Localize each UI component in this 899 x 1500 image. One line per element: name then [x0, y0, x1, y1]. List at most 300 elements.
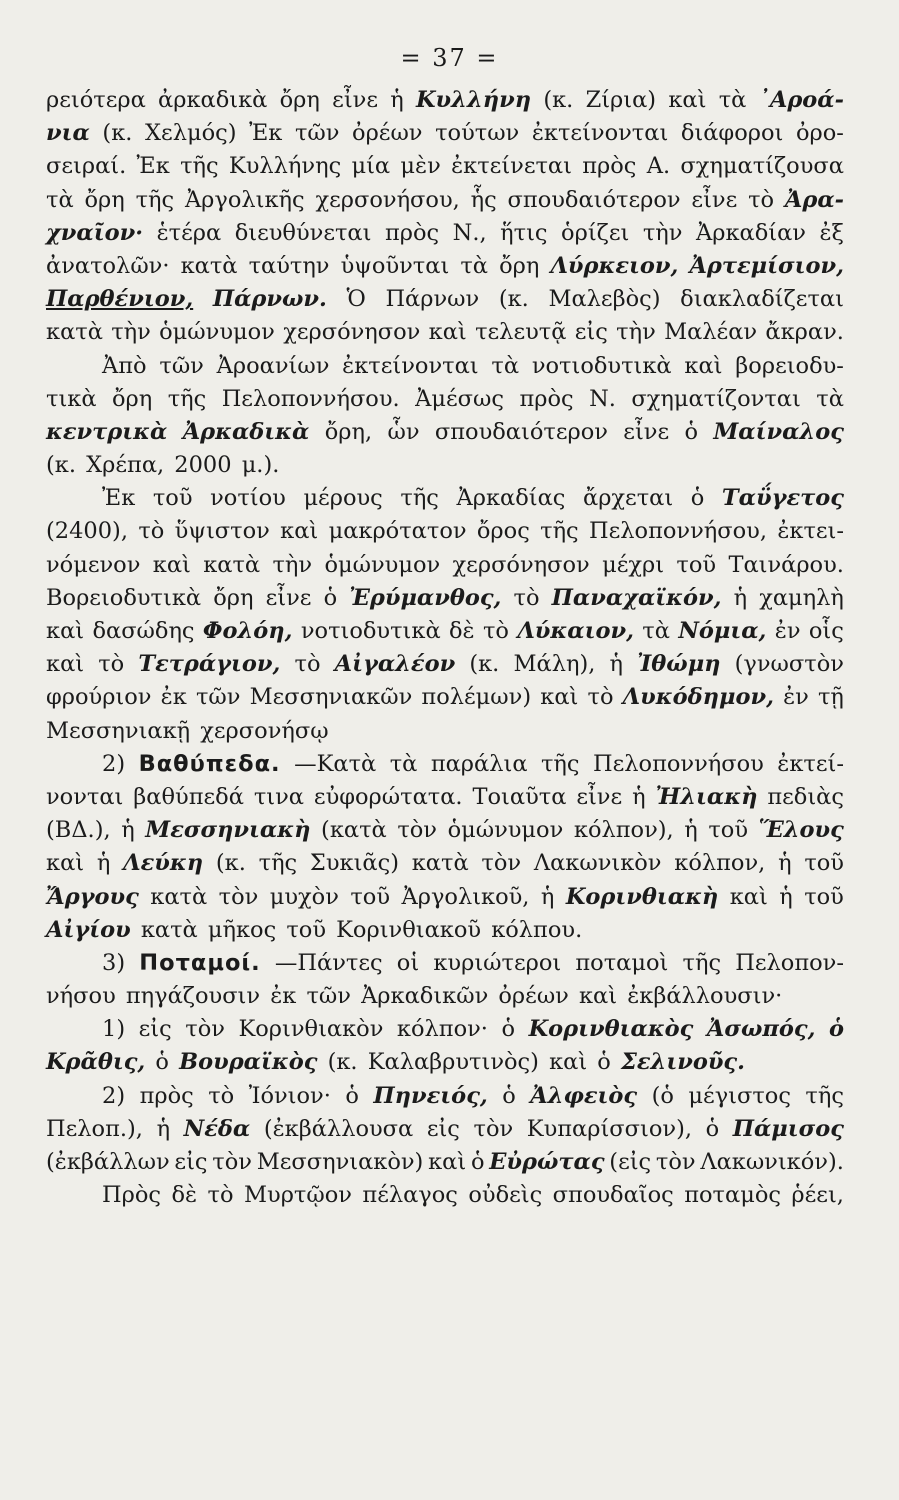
word: τὸ	[138, 518, 165, 545]
word: Πάρνων	[385, 286, 480, 313]
word: καὶ	[152, 551, 191, 578]
word: ρειότερα	[46, 87, 146, 113]
emphasized-word: Κορινθιακὴ	[565, 883, 719, 910]
word: τὸν	[212, 1149, 252, 1175]
text-line	[46, 515, 844, 548]
word: καὶ	[729, 883, 768, 910]
word: ὄρη	[499, 252, 540, 279]
word: μέγιστος	[688, 1082, 791, 1109]
word: ἐκτείνεται	[451, 153, 572, 180]
word: ὁ	[470, 1149, 485, 1175]
word: σπουδαῖος	[552, 1182, 674, 1209]
word: (γνωστὸν	[734, 651, 844, 678]
word: σπουδαιότερον	[507, 186, 681, 213]
word: καὶ	[46, 850, 85, 877]
word: τὰ	[718, 87, 747, 113]
word: (κατὰ	[321, 817, 387, 844]
word: τὸ	[513, 584, 540, 611]
word: δὲ	[449, 618, 475, 644]
word: μέχρι	[602, 551, 665, 578]
word: βαθύπεδά	[133, 783, 244, 810]
text-line	[46, 350, 844, 383]
word: κατὰ	[46, 319, 103, 346]
word: 2)	[102, 750, 126, 777]
word: καὶ	[549, 1049, 588, 1076]
word: Ἐκ	[136, 153, 170, 180]
emphasized-word: Ἀρκαδικὰ	[182, 418, 310, 445]
text-line	[46, 1080, 844, 1113]
word: μ.).	[241, 452, 280, 479]
word: τῇ	[817, 684, 844, 711]
text-line	[46, 781, 844, 814]
emphasized-word: Νέδα	[183, 1115, 251, 1142]
word: κατὰ	[203, 551, 261, 578]
word: Ἐκ	[102, 485, 136, 512]
word: τοῦ	[286, 916, 326, 943]
word: τῆς	[135, 186, 175, 213]
word: κόλπου.	[491, 916, 583, 943]
emphasized-word: Σελινοῦς.	[620, 1049, 745, 1076]
word: τῆς	[540, 518, 579, 545]
text-line	[46, 881, 844, 914]
word: κόλπον,	[674, 850, 766, 877]
word: ἡ	[96, 850, 111, 877]
word: εἰς	[574, 319, 608, 346]
word: ἄρχεται	[583, 485, 674, 512]
word: Ἀρκαδίας	[456, 485, 566, 512]
emphasized-word: Κυλλήνη	[416, 87, 532, 113]
word: Μαλέαν	[664, 319, 758, 346]
emphasized-word: Αἰγίου	[46, 916, 131, 943]
word: ὄρη	[111, 385, 153, 412]
word: οἷς	[808, 618, 844, 644]
word: πρὸς	[519, 385, 574, 412]
text-line	[46, 383, 844, 416]
word: Κορινθιακὸν	[238, 1016, 384, 1043]
word: νοτίου	[210, 485, 286, 512]
word: ὁ	[345, 1082, 359, 1109]
text-line	[46, 1046, 844, 1079]
word: εἰς	[426, 1115, 460, 1142]
text-line	[46, 449, 844, 482]
word: Λακωνικὸν	[533, 850, 662, 877]
word: ἐν	[774, 618, 801, 644]
word: Α.	[646, 153, 671, 180]
text-line	[46, 1113, 844, 1146]
word: ὀρο-	[795, 120, 844, 147]
text-line	[46, 117, 844, 150]
word: Τοιαῦτα	[472, 783, 567, 810]
word: ποταμὸς	[684, 1182, 781, 1209]
word: Ἀρκαδικῶν	[361, 983, 489, 1010]
word: τοῦ	[804, 850, 844, 877]
word: διευθύνεται	[234, 219, 372, 246]
word: ἐκβάλλουσιν·	[627, 983, 783, 1010]
word: 1)	[102, 1016, 126, 1043]
word: τῶν	[195, 684, 241, 711]
word: τῆς	[180, 153, 219, 180]
word: Καλαβρυτινὸς)	[367, 1049, 539, 1076]
word: ἐξ	[819, 219, 844, 246]
word: τούτων	[435, 120, 520, 147]
word: ἡ	[733, 584, 748, 611]
word: εἰς	[174, 1149, 208, 1175]
word: Μάλη),	[513, 651, 596, 678]
text-line	[46, 184, 844, 217]
word: ἀνατολῶν·	[46, 252, 170, 279]
word: τὸν	[218, 883, 259, 910]
page-number: = 37 =	[400, 44, 499, 72]
word: εἶνε	[691, 186, 738, 213]
word: ὀρέων	[352, 120, 423, 147]
word: Κυλλήνης	[228, 153, 342, 180]
text-line	[46, 316, 844, 349]
word: ὀρέων	[498, 983, 569, 1010]
text-line	[46, 1146, 844, 1179]
word: ἡ	[390, 87, 404, 113]
word: Ν.,	[452, 219, 487, 246]
word: τὰ	[389, 750, 418, 777]
word: 3)	[102, 949, 126, 976]
word: καὶ	[46, 618, 85, 644]
word: ὁμώνυμον	[447, 817, 564, 844]
word: χερσονήσου,	[315, 186, 460, 213]
word: εἰς	[138, 1016, 172, 1043]
text-line	[46, 947, 844, 980]
word: Μαλεβὸς)	[548, 286, 661, 313]
word: τὰ	[642, 618, 670, 644]
emphasized-word: Ἀσωπός,	[706, 1016, 816, 1043]
word: Μεσσηνιακῶν	[249, 684, 413, 711]
word: Ἀπὸ	[102, 352, 147, 379]
word: Ἀμέσως	[415, 385, 504, 412]
word: ἡ	[779, 883, 793, 910]
emphasized-word: Ἕλους	[758, 817, 844, 844]
word: τὸν	[185, 1016, 225, 1043]
word: Ἰόνιον·	[248, 1082, 331, 1109]
word: ῥέει,	[791, 1182, 844, 1209]
word: τοῦ	[708, 817, 748, 844]
emphasized-word: Ἀρα-	[784, 186, 844, 213]
word: ἐκ	[160, 684, 187, 711]
word: οἱ	[396, 949, 420, 976]
text-line	[46, 150, 844, 183]
word: τοῦ	[804, 883, 844, 910]
word: Λακωνικόν).	[700, 1149, 844, 1175]
word: παράλια	[430, 750, 528, 777]
emphasized-word: Βουραϊκὸς	[179, 1049, 318, 1076]
word: τὸ	[748, 186, 775, 213]
word: μέρους	[303, 485, 383, 512]
word: Ν.	[589, 385, 616, 412]
word: ἡ	[684, 817, 698, 844]
word: Πελοποννήσου.	[221, 385, 400, 412]
emphasized-word: Παναχαϊκόν,	[551, 584, 722, 611]
word: (κ.	[102, 120, 133, 147]
word: τὸν	[655, 1149, 696, 1175]
emphasized-word: Λύκαιον,	[517, 618, 634, 644]
text-line	[46, 1179, 844, 1212]
emphasized-word: Μεσσηνιακὴ	[145, 817, 311, 844]
word: Ὁ	[346, 286, 366, 313]
word: κόλπον),	[573, 817, 674, 844]
word: ὄρη	[213, 584, 254, 611]
word: τῆς	[167, 385, 207, 412]
word: νοτιοδυτικὰ	[531, 352, 672, 379]
word: ἄκραν.	[765, 319, 844, 346]
word: κατὰ	[411, 850, 469, 877]
emphasized-word: Ἀλφειὸς	[530, 1082, 638, 1109]
emphasized-word: Κορινθιακὸς	[528, 1016, 694, 1043]
word: (ὁ	[651, 1082, 674, 1109]
word: ὄρη	[279, 87, 320, 113]
word: Πελοπον-	[735, 949, 844, 976]
word: ἥτις	[500, 219, 548, 246]
word: τὰ	[816, 385, 844, 412]
word: χερσονήσῳ	[200, 717, 329, 744]
word: πρὸς	[582, 153, 637, 180]
word: Ταινάρου.	[728, 551, 844, 578]
word: ὁ	[705, 1115, 720, 1142]
text-line	[46, 914, 844, 947]
word: ἑτέρα	[156, 219, 222, 246]
emphasized-word: Ταΰγετος	[721, 485, 844, 512]
emphasized-word: Ἐρύμανθος,	[349, 584, 502, 611]
word: καὶ	[540, 684, 579, 711]
word: τὴν	[616, 319, 656, 346]
word: τὸν	[481, 850, 522, 877]
word: κατὰ	[180, 252, 238, 279]
text-line	[46, 217, 844, 250]
word: τὰ	[491, 352, 520, 379]
word: τὴν	[111, 319, 151, 346]
word: δασώδης	[92, 618, 195, 644]
word: νονται	[46, 783, 124, 810]
word: Χρέπα,	[86, 452, 165, 479]
word: πηγάζουσιν	[125, 983, 261, 1010]
text-line	[46, 549, 844, 582]
word: τικὰ	[46, 385, 97, 412]
word: τῆς	[682, 949, 722, 976]
word: καὶ	[46, 651, 85, 678]
word: μυχὸν	[269, 883, 339, 910]
word: Πελοποννήσου	[592, 750, 764, 777]
word: κατὰ	[140, 916, 198, 943]
word: 2)	[102, 1082, 126, 1109]
word: ἡ	[540, 883, 555, 910]
word: ἡ	[156, 1115, 171, 1142]
word: σχηματίζονται	[631, 385, 801, 412]
text-line	[46, 648, 844, 681]
word: (κ.	[469, 651, 500, 678]
text-line	[46, 980, 844, 1013]
emphasized-word: Πάμισος	[732, 1115, 844, 1142]
word: (ἐκβάλλουσα	[263, 1115, 414, 1142]
emphasized-word: Παρθένιον,	[46, 286, 194, 313]
word: τοῦ	[152, 485, 193, 512]
emphasized-word: Φολόη,	[202, 618, 293, 644]
word: κυριώτεροι	[433, 949, 562, 976]
word: τὸ	[587, 684, 614, 711]
word: δὲ	[171, 1182, 198, 1209]
word: Ἀργολικῆς	[184, 186, 305, 213]
word: εἶνε	[332, 87, 378, 113]
word: κόλπον·	[396, 1016, 488, 1043]
word: ἡ	[632, 783, 646, 810]
word: πρὸς	[139, 1082, 194, 1109]
word: (κ.	[46, 452, 76, 479]
word: Πελοποννήσου,	[588, 518, 767, 545]
text-line	[46, 250, 844, 283]
word: τὴν	[272, 551, 313, 578]
word: (ΒΔ.),	[46, 817, 111, 844]
word: τῆς	[540, 750, 580, 777]
word: καὶ	[428, 319, 467, 346]
word: πρὸς	[384, 219, 440, 246]
word: —Πάντες	[274, 949, 383, 976]
emphasized-word: Λυκόδημον,	[622, 684, 774, 711]
word: Μυρτῷον	[243, 1182, 352, 1209]
emphasized-word: Ἄργους	[46, 883, 139, 910]
emphasized-word: Νόμια,	[678, 618, 767, 644]
word: Συκιᾶς)	[309, 850, 399, 877]
word: ὁρίζει	[561, 219, 630, 246]
word: τὰ	[460, 252, 489, 279]
section-heading-word: Ποταμοί.	[139, 949, 261, 976]
text-line	[46, 416, 844, 449]
word: ὄρη,	[324, 418, 373, 445]
word: ὁ	[501, 1016, 516, 1043]
word: καὶ	[578, 983, 618, 1010]
word: Χελμός)	[145, 120, 237, 147]
text-line	[46, 748, 844, 781]
word: (κ.	[327, 1049, 358, 1076]
word: Πελοπ.),	[46, 1115, 143, 1142]
word: Ἀρκαδίαν	[695, 219, 806, 246]
word: Βορειοδυτικὰ	[46, 584, 202, 611]
text-line	[46, 582, 844, 615]
emphasized-word: ὁ	[828, 1016, 844, 1043]
word: εὐφορώτατα.	[313, 783, 463, 810]
word: Μεσσηνιακὸν)	[256, 1149, 424, 1175]
word: ὁ	[323, 584, 338, 611]
word: Ἐκ	[249, 120, 283, 147]
word: (2400),	[46, 518, 128, 545]
word: ὁ	[597, 1049, 611, 1076]
word: φρούριον	[46, 684, 152, 711]
word: τινα	[253, 783, 304, 810]
word: οὐδεὶς	[468, 1182, 543, 1209]
emphasized-word: Μαίναλος	[713, 418, 844, 445]
emphasized-word: Κρᾶθις,	[46, 1049, 146, 1076]
word: τῶν	[294, 120, 340, 147]
emphasized-word: κεντρικὰ	[46, 418, 168, 445]
text-line	[46, 814, 844, 847]
emphasized-word: Πηνειός,	[373, 1082, 488, 1109]
word: ἡ	[121, 817, 135, 844]
word: ἐκ	[270, 983, 297, 1010]
word: τὸ	[482, 618, 509, 644]
body-text	[46, 84, 844, 1212]
emphasized-word: νια	[46, 120, 90, 147]
word: καὶ	[668, 87, 707, 113]
word: ἧς	[470, 186, 497, 213]
word: ἀρκαδικὰ	[158, 87, 268, 113]
word: καὶ	[280, 518, 319, 545]
word: ποταμοὶ	[575, 949, 669, 976]
word: τῆς	[258, 850, 298, 877]
word: ἡ	[778, 850, 792, 877]
word: τελευτᾷ	[475, 319, 567, 346]
emphasized-word: Ἰθώμη	[637, 651, 721, 678]
word: χαμηλὴ	[759, 584, 844, 611]
word: τὸν	[473, 1115, 514, 1142]
word: ὁ	[502, 1082, 516, 1109]
word: βορειοδυ-	[735, 352, 844, 379]
word: πεδιὰς	[767, 783, 844, 810]
word: ὁμώνυμον	[159, 319, 275, 346]
word: τῆς	[400, 485, 439, 512]
emphasized-word: Τετράγιον,	[138, 651, 281, 678]
text-line	[46, 681, 844, 714]
word: χερσόνησον	[452, 551, 590, 578]
word: νήσου	[46, 983, 116, 1010]
word: πέλαγος	[362, 1182, 458, 1209]
word: πολέμων)	[421, 684, 532, 711]
text-line	[46, 715, 844, 748]
word: διακλαδίζεται	[680, 286, 844, 313]
emphasized-word: Ἀρτεμίσιον,	[689, 252, 844, 279]
emphasized-word: Ἠλιακὴ	[655, 783, 758, 810]
word: κατὰ	[150, 883, 208, 910]
emphasized-word: Αἰγαλέον	[334, 651, 456, 678]
word: μῆκος	[207, 916, 277, 943]
word: τὸν	[397, 817, 437, 844]
word: νοτιοδυτικὰ	[300, 618, 441, 644]
word: ὄρη	[84, 186, 125, 213]
word: τῶν	[159, 352, 204, 379]
word: Κυπαρίσσιον),	[526, 1115, 692, 1142]
word: τὸ	[98, 651, 125, 678]
word: τὰ	[46, 186, 74, 213]
word: τῶν	[306, 983, 351, 1010]
word: τὸ	[294, 651, 321, 678]
word: ἡ	[609, 651, 623, 678]
text-line	[46, 283, 844, 316]
emphasized-word: Εὐρώτας	[489, 1149, 605, 1175]
word: Ἀργολικοῦ,	[401, 883, 530, 910]
word: καὶ	[428, 1149, 467, 1175]
word: σχηματίζουσα	[680, 153, 844, 180]
word: ἐν	[783, 684, 809, 711]
text-line	[46, 615, 844, 648]
word: (κ.	[498, 286, 529, 313]
emphasized-word: χναῖον·	[46, 219, 144, 246]
word: ὁμώνυμον	[324, 551, 441, 578]
word: μία	[351, 153, 391, 180]
word: τὴν	[642, 219, 683, 246]
word: Πρὸς	[102, 1182, 161, 1209]
word: ταύτην	[248, 252, 330, 279]
word: μακρότατον	[328, 518, 467, 545]
word: τὸ	[208, 1082, 235, 1109]
emphasized-word: Λεύκη	[123, 850, 204, 877]
word: Ἀροανίων	[216, 352, 330, 379]
word: ὑψοῦνται	[340, 252, 450, 279]
word: σειραί.	[46, 153, 127, 180]
emphasized-word: Πάρνων.	[212, 286, 327, 313]
text-line	[46, 84, 844, 117]
